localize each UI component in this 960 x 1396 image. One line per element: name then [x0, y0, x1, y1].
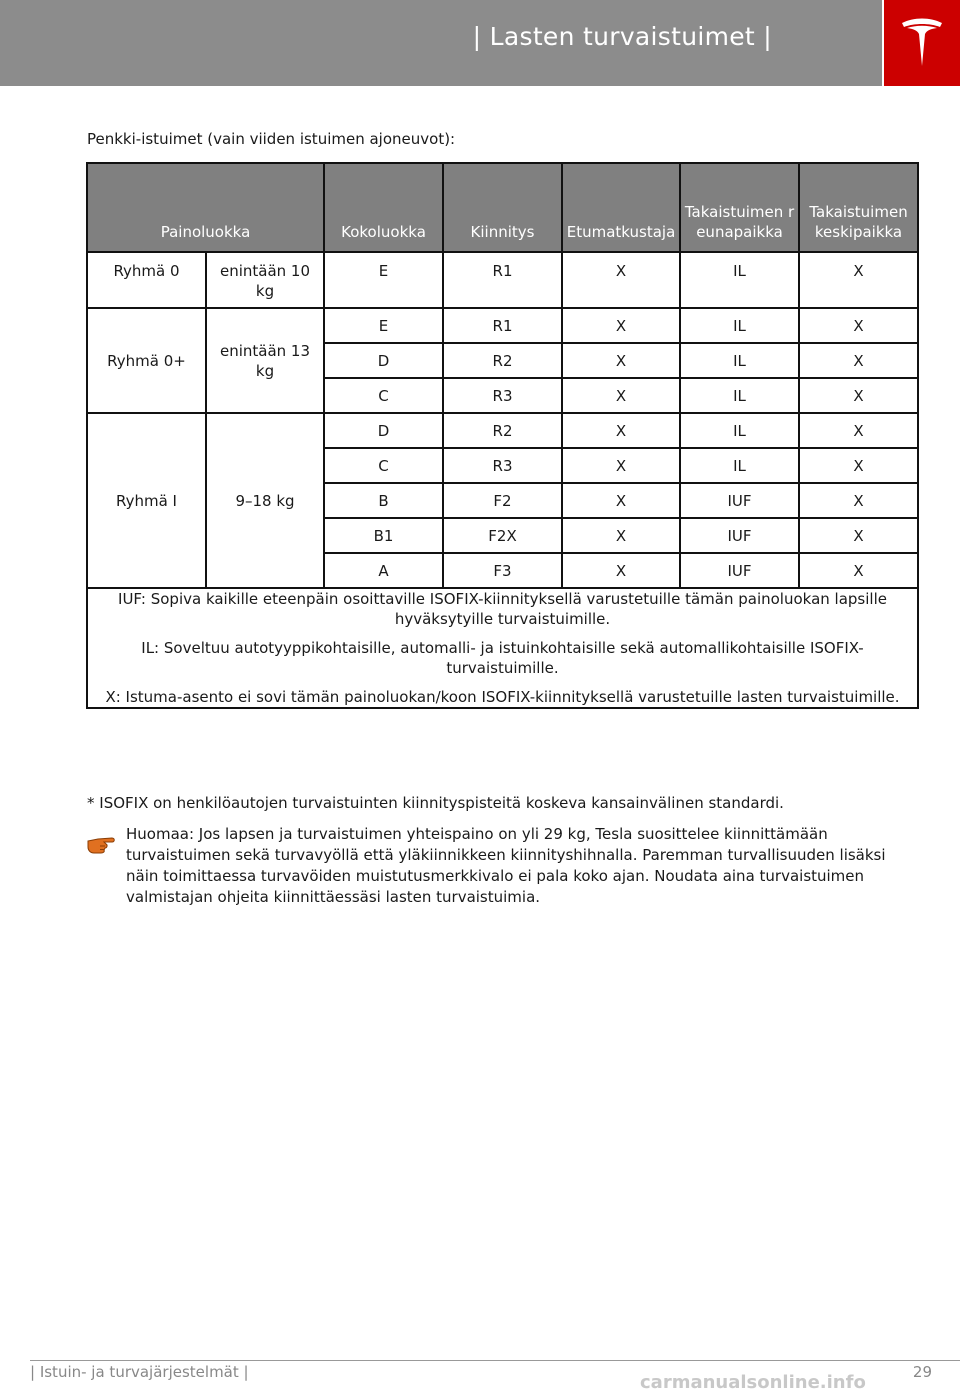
- rear-outboard-cell: IL: [680, 413, 799, 448]
- rear-center-cell: X: [799, 518, 918, 553]
- table-row: [87, 252, 918, 308]
- group-label: Ryhmä 0+: [87, 308, 206, 413]
- rear-center-cell: X: [799, 448, 918, 483]
- front-passenger-cell: X: [562, 343, 680, 378]
- fixture-cell: R3: [443, 448, 562, 483]
- front-passenger-cell: X: [562, 252, 680, 308]
- size-class-cell: C: [324, 378, 443, 413]
- rear-outboard-cell: IUF: [680, 553, 799, 588]
- isofix-table: [86, 162, 919, 709]
- rear-center-cell: X: [799, 343, 918, 378]
- size-class-cell: E: [324, 308, 443, 343]
- header-size-class: Kokoluokka: [324, 163, 443, 252]
- group-label: Ryhmä I: [87, 413, 206, 588]
- note-x: X: Istuma-asento ei sovi tämän painoluokan/koon ISOFIX-kiinnityksellä varustetuille lasten turvaistuimille.: [105, 688, 900, 706]
- rear-outboard-cell: IL: [680, 378, 799, 413]
- size-class-cell: B: [324, 483, 443, 518]
- size-class-cell: E: [324, 252, 443, 308]
- header-rear-center: Takaistuimen keskipaikka: [799, 163, 918, 252]
- rear-center-cell: X: [799, 553, 918, 588]
- group-weight: enintään 10 kg: [206, 252, 324, 308]
- table-row: [87, 413, 918, 448]
- header-title: | Lasten turvaistuimet |: [472, 22, 772, 51]
- footer-divider: [30, 1360, 960, 1361]
- fixture-cell: R1: [443, 252, 562, 308]
- fixture-cell: R3: [443, 378, 562, 413]
- page-header: [0, 0, 882, 86]
- attention-note: Huomaa: Jos lapsen ja turvaistuimen yhteispaino on yli 29 kg, Tesla suosittelee kiinnittämään turvaistuimen sekä turvavyöllä että yläkiinnikkeen kiinnityshihnalla. Paremman turvallisuuden lisäksi näin toimittaessa turvavöiden muistutusmerkkivalo ei pala koko ajan. Noudata aina turvaistuimen valmistajan ohjeita kiinnittäessäsi lasten turvaistuimia.: [126, 825, 886, 906]
- table-header-row: [87, 163, 918, 252]
- rear-outboard-cell: IUF: [680, 483, 799, 518]
- header-rear-outboard: Takaistuimen reunapaikka: [680, 163, 799, 252]
- footer-section: | Istuin- ja turvajärjestelmät |: [30, 1363, 249, 1381]
- size-class-cell: D: [324, 343, 443, 378]
- rear-center-cell: X: [799, 413, 918, 448]
- rear-outboard-cell: IL: [680, 308, 799, 343]
- rear-center-cell: X: [799, 378, 918, 413]
- tesla-logo-box: [884, 0, 960, 86]
- fixture-cell: F2: [443, 483, 562, 518]
- fixture-cell: R2: [443, 343, 562, 378]
- page-number: 29: [912, 1363, 932, 1381]
- front-passenger-cell: X: [562, 308, 680, 343]
- front-passenger-cell: X: [562, 448, 680, 483]
- front-passenger-cell: X: [562, 413, 680, 448]
- rear-outboard-cell: IL: [680, 343, 799, 378]
- rear-center-cell: X: [799, 308, 918, 343]
- rear-outboard-cell: IL: [680, 448, 799, 483]
- size-class-cell: C: [324, 448, 443, 483]
- table-intro: Penkki-istuimet (vain viiden istuimen ajoneuvot):: [87, 130, 456, 148]
- fixture-cell: F3: [443, 553, 562, 588]
- front-passenger-cell: X: [562, 378, 680, 413]
- fixture-cell: R1: [443, 308, 562, 343]
- tesla-logo-icon: [900, 16, 944, 70]
- watermark: carmanualsonline.info: [640, 1372, 866, 1393]
- rear-center-cell: X: [799, 483, 918, 518]
- rear-outboard-cell: IUF: [680, 518, 799, 553]
- table-notes-row: [87, 588, 918, 708]
- rear-center-cell: X: [799, 252, 918, 308]
- note-iuf: IUF: Sopiva kaikille eteenpäin osoittaville ISOFIX-kiinnityksellä varustetuille tämän painoluokan lapsille hyväksytyille turvaistuimille.: [118, 590, 887, 628]
- fixture-cell: R2: [443, 413, 562, 448]
- front-passenger-cell: X: [562, 518, 680, 553]
- rear-outboard-cell: IL: [680, 252, 799, 308]
- size-class-cell: A: [324, 553, 443, 588]
- table-notes: [87, 588, 918, 708]
- group-label: Ryhmä 0: [87, 252, 206, 308]
- header-front-passenger: Etumatkustaja: [562, 163, 680, 252]
- group-weight: 9–18 kg: [206, 413, 324, 588]
- header-weight-class: Painoluokka: [87, 163, 324, 252]
- front-passenger-cell: X: [562, 553, 680, 588]
- group-weight: enintään 13 kg: [206, 308, 324, 413]
- size-class-cell: D: [324, 413, 443, 448]
- size-class-cell: B1: [324, 518, 443, 553]
- front-passenger-cell: X: [562, 483, 680, 518]
- table-row: [87, 308, 918, 343]
- pointing-hand-icon: [86, 832, 116, 854]
- fixture-cell: F2X: [443, 518, 562, 553]
- note-il: IL: Soveltuu autotyyppikohtaisille, automalli- ja istuinkohtaisille sekä automallikohtaisille ISOFIX-turvaistuimille.: [141, 639, 864, 677]
- isofix-footnote: * ISOFIX on henkilöautojen turvaistuinten kiinnityspisteitä koskeva kansainvälinen standardi.: [87, 794, 784, 812]
- header-fixture: Kiinnitys: [443, 163, 562, 252]
